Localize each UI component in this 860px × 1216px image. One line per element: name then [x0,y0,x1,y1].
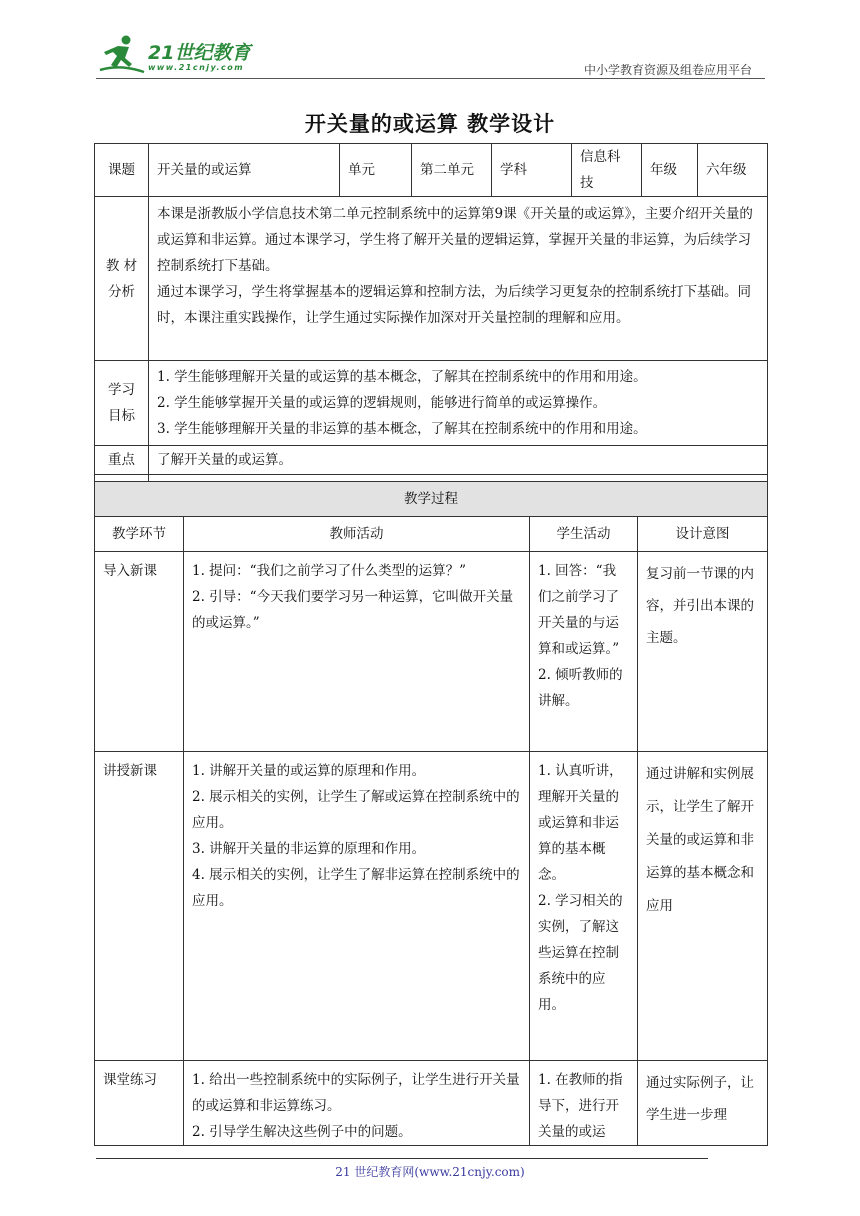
goal-item: 2. 学生能够掌握开关量的或运算的逻辑规则，能够进行简单的或运算操作。 [157,395,607,411]
logo-text: 21世纪教育 [148,42,251,64]
footer-divider [96,1158,708,1159]
process-row-practice [95,1061,768,1146]
topic-label: 课题 [95,144,149,197]
platform-name: 中小学教育资源及组卷应用平台 [583,63,752,77]
header-student: 学生活动 [530,517,638,552]
teacher-activity [184,552,530,752]
teaching-process-table [94,481,768,1146]
teacher-item: 2. 引导学生解决这些例子中的问题。 [192,1124,412,1140]
analysis-label-line1: 教 材 [105,257,138,274]
header-stage: 教学环节 [95,517,184,552]
teacher-item: 1. 提问：“我们之前学习了什么类型的运算？” [192,563,466,579]
grade-value: 六年级 [698,144,768,197]
stage-cell: 课堂练习 [95,1061,184,1146]
stage-cell: 导入新课 [95,552,184,752]
student-activity [530,752,638,1061]
teacher-item: 2. 展示相关的实例，让学生了解或运算在控制系统中的应用。 [192,789,520,831]
analysis-label-line2: 分析 [108,283,135,300]
goals-content [149,361,768,446]
teacher-activity [184,752,530,1061]
analysis-paragraph-2: 通过本课学习，学生将掌握基本的逻辑运算和控制方法，为后续学习更复杂的控制系统打下基础。同时，本课注重实践操作，让学生通过实际操作加深对开关量控制的理解和应用。 [157,284,751,326]
goals-list [157,364,759,442]
teacher-item: 2. 引导：“今天我们要学习另一种运算，它叫做开关量的或运算。” [192,589,514,631]
teacher-item: 1. 讲解开关量的或运算的原理和作用。 [192,763,426,779]
student-activity [530,1061,638,1146]
design-intent: 通过讲解和实例展示，让学生了解开关量的或运算和非运算的基本概念和应用 [638,752,768,1061]
page-header [0,0,860,90]
process-banner-row [95,482,768,517]
stage-cell: 讲授新课 [95,752,184,1061]
analysis-paragraph-1: 本课是浙教版小学信息技术第二单元控制系统中的运算第9课《开关量的或运算》，主要介绍开关量的或运算和非运算。通过本课学习，学生将了解开关量的逻辑运算，掌握开关量的非运算，为后续学习控制系统打下基础。 [157,206,753,274]
design-intent: 通过实际例子，让学生进一步理 [638,1061,768,1146]
unit-value: 第二单元 [412,144,492,197]
goals-label [95,361,149,446]
student-item: 1. 回答：“我们之前学习了开关量的与运算和或运算。” [538,563,620,657]
teacher-activity [184,1061,530,1146]
goal-item: 3. 学生能够理解开关量的非运算的基本概念，了解其在控制系统中的作用和用途。 [157,421,647,437]
teacher-item: 3. 讲解开关量的非运算的原理和作用。 [192,841,426,857]
footer-text: 21 世纪教育网(www.21cnjy.com) [335,1165,525,1179]
lesson-info-table [94,143,768,504]
subject-label: 学科 [492,144,572,197]
process-row-teaching [95,752,768,1061]
key-point-label: 重点 [95,446,149,475]
header-intent: 设计意图 [638,517,768,552]
goals-label-line2: 目标 [108,408,135,424]
grade-label: 年级 [642,144,698,197]
logo-url: www.21cnjy.com [148,63,245,72]
student-activity [530,552,638,752]
info-row-key-point [95,446,768,475]
student-item: 1. 在教师的指导下，进行开关量的或运 [538,1072,623,1140]
logo [96,34,266,78]
student-item: 2. 倾听教师的讲解。 [538,667,623,709]
info-row-basic [95,144,768,197]
student-item: 2. 学习相关的实例，了解这些运算在控制系统中的应用。 [538,893,623,1013]
teacher-item: 1. 给出一些控制系统中的实际例子，让学生进行开关量的或运算和非运算练习。 [192,1072,520,1114]
teacher-item: 4. 展示相关的实例，让学生了解非运算在控制系统中的应用。 [192,867,520,909]
student-item: 1. 认真听讲，理解开关量的或运算和非运算的基本概念。 [538,763,623,883]
header-divider [96,78,765,79]
goals-label-line1: 学习 [108,382,135,398]
process-header-row [95,517,768,552]
goal-item: 1. 学生能够理解开关量的或运算的基本概念，了解其在控制系统中的作用和用途。 [157,369,647,385]
analysis-label [95,197,149,361]
document-title: 开关量的或运算 教学设计 [304,112,556,136]
subject-value: 信息科技 [572,144,642,197]
analysis-content [149,197,768,361]
info-row-goals [95,361,768,446]
process-banner: 教学过程 [95,482,768,517]
running-figure-icon [96,34,146,78]
unit-label: 单元 [340,144,412,197]
key-point-value: 了解开关量的或运算。 [149,446,768,475]
info-row-analysis [95,197,768,361]
header-teacher: 教师活动 [184,517,530,552]
topic-value: 开关量的或运算 [149,144,340,197]
design-intent: 复习前一节课的内容，并引出本课的主题。 [638,552,768,752]
process-row-intro [95,552,768,752]
